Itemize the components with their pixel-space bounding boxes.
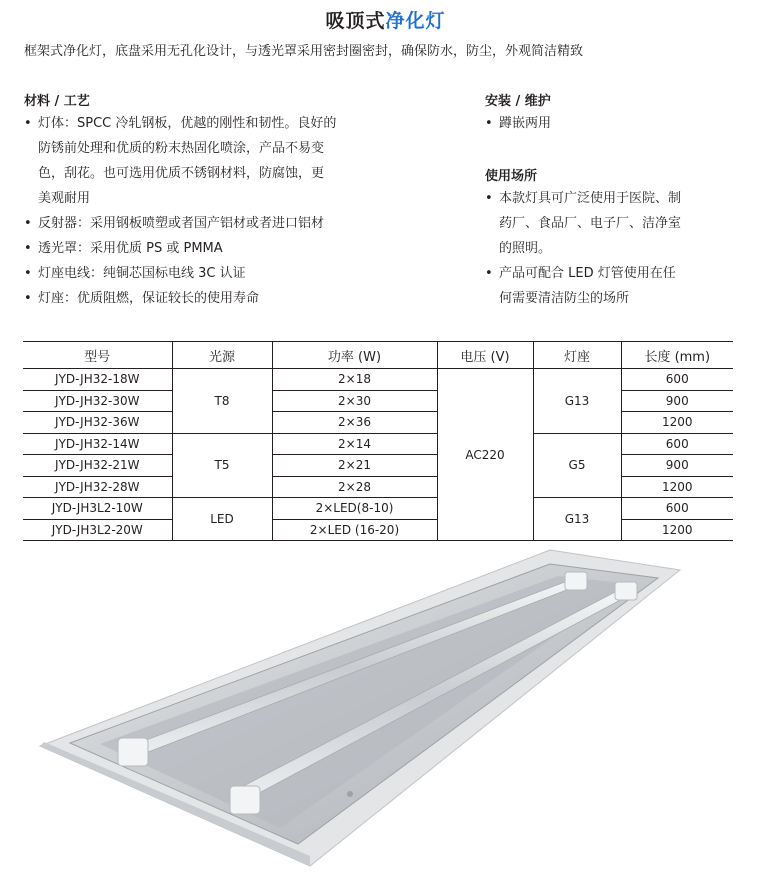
cell-power: 2×30 (272, 390, 437, 412)
table-row (23, 390, 733, 412)
cell-base: G13 (533, 369, 621, 434)
title-highlight: 净化灯 (385, 10, 446, 32)
cell-model: JYD-JH3L2-20W (23, 519, 172, 541)
bullet-dot: • (24, 241, 32, 256)
lamp-holder-back-left (565, 572, 587, 590)
cell-power: 2×36 (272, 412, 437, 434)
col-header-model: 型号 (23, 342, 172, 369)
bullet-dot: • (24, 116, 32, 131)
cell-length: 600 (621, 369, 733, 391)
lamp-holder-front-left (118, 738, 148, 766)
install-item (485, 111, 745, 136)
bullet-dot: • (485, 266, 493, 281)
cell-model: JYD-JH32-28W (23, 476, 172, 498)
cell-model: JYD-JH32-21W (23, 455, 172, 477)
table-row (23, 455, 733, 477)
bullet-dot: • (24, 216, 32, 231)
cell-model: JYD-JH32-36W (23, 412, 172, 434)
materials-item (24, 111, 424, 211)
usage-item (485, 186, 745, 261)
cell-source: T5 (172, 433, 272, 498)
screw-dot (347, 791, 353, 797)
bullet-dot: • (24, 291, 32, 306)
cell-base: G5 (533, 433, 621, 498)
ceiling-light-product-image (30, 548, 690, 868)
materials-item-line: 防锈前处理和优质的粉末热固化喷涂，产品不易变 (38, 141, 325, 156)
table-row (23, 476, 733, 498)
col-header-length: 长度 (mm) (621, 342, 733, 369)
table-row (23, 412, 733, 434)
cell-model: JYD-JH32-14W (23, 433, 172, 455)
cell-length: 1200 (621, 476, 733, 498)
lamp-holder-back-right (615, 582, 637, 600)
cell-length: 900 (621, 390, 733, 412)
cell-model: JYD-JH32-18W (23, 369, 172, 391)
usage-list (485, 186, 745, 311)
materials-item-line: 灯座：优质阻燃，保证较长的使用寿命 (38, 291, 260, 306)
col-header-power: 功率 (W) (272, 342, 437, 369)
cell-voltage: AC220 (437, 369, 533, 541)
lamp-holder-front-right (230, 786, 260, 814)
col-header-voltage: 电压 (V) (437, 342, 533, 369)
cell-power: 2×14 (272, 433, 437, 455)
cell-length: 600 (621, 433, 733, 455)
materials-item-line: 美观耐用 (38, 191, 91, 206)
install-list (485, 111, 745, 136)
cell-power: 2×LED (16-20) (272, 519, 437, 541)
usage-item-line: 何需要清洁防尘的场所 (499, 291, 630, 306)
materials-list (24, 111, 424, 311)
page-title (0, 6, 771, 33)
cell-power: 2×28 (272, 476, 437, 498)
usage-item (485, 261, 745, 311)
materials-item-line: 色，刮花。也可选用优质不锈钢材料，防腐蚀，更 (38, 166, 325, 181)
cell-base: G13 (533, 498, 621, 541)
bullet-dot: • (485, 116, 493, 131)
materials-item-line: 反射器：采用钢板喷塑或者国产铝材或者进口铝材 (38, 216, 325, 231)
cell-model: JYD-JH32-30W (23, 390, 172, 412)
cell-length: 1200 (621, 412, 733, 434)
col-header-base: 灯座 (533, 342, 621, 369)
usage-item-line: 药厂、食品厂、电子厂、洁净室 (499, 216, 682, 231)
cell-power: 2×LED(8-10) (272, 498, 437, 520)
usage-item-line: 产品可配合 LED 灯管使用在任 (499, 266, 676, 281)
materials-heading: 材料 / 工艺 (24, 94, 90, 109)
col-header-source: 光源 (172, 342, 272, 369)
cell-source: LED (172, 498, 272, 541)
title-prefix: 吸顶式 (325, 10, 386, 32)
install-heading: 安装 / 维护 (485, 94, 551, 109)
install-item-line: 蹲嵌两用 (499, 116, 552, 131)
usage-item-line: 本款灯具可广泛使用于医院、制 (499, 191, 682, 206)
table-row (23, 519, 733, 541)
materials-item (24, 236, 424, 261)
table-row (23, 369, 733, 391)
materials-item (24, 261, 424, 286)
spec-table (23, 341, 733, 541)
table-row (23, 433, 733, 455)
usage-heading: 使用场所 (485, 169, 538, 184)
usage-item-line: 的照明。 (499, 241, 552, 256)
cell-length: 600 (621, 498, 733, 520)
cell-length: 900 (621, 455, 733, 477)
bullet-dot: • (24, 266, 32, 281)
table-row (23, 498, 733, 520)
materials-item-line: 灯座电线：纯铜芯国标电线 3C 认证 (38, 266, 246, 281)
materials-item (24, 211, 424, 236)
cell-source: T8 (172, 369, 272, 434)
table-header-row (23, 342, 733, 369)
subtitle: 框架式净化灯，底盘采用无孔化设计，与透光罩采用密封圈密封，确保防水，防尘，外观简洁精致 (24, 44, 584, 59)
cell-model: JYD-JH3L2-10W (23, 498, 172, 520)
materials-item-line: 灯体：SPCC 冷轧钢板，优越的刚性和韧性。良好的 (38, 116, 337, 131)
cell-power: 2×18 (272, 369, 437, 391)
materials-item (24, 286, 424, 311)
bullet-dot: • (485, 191, 493, 206)
cell-power: 2×21 (272, 455, 437, 477)
cell-length: 1200 (621, 519, 733, 541)
materials-item-line: 透光罩：采用优质 PS 或 PMMA (38, 241, 223, 256)
